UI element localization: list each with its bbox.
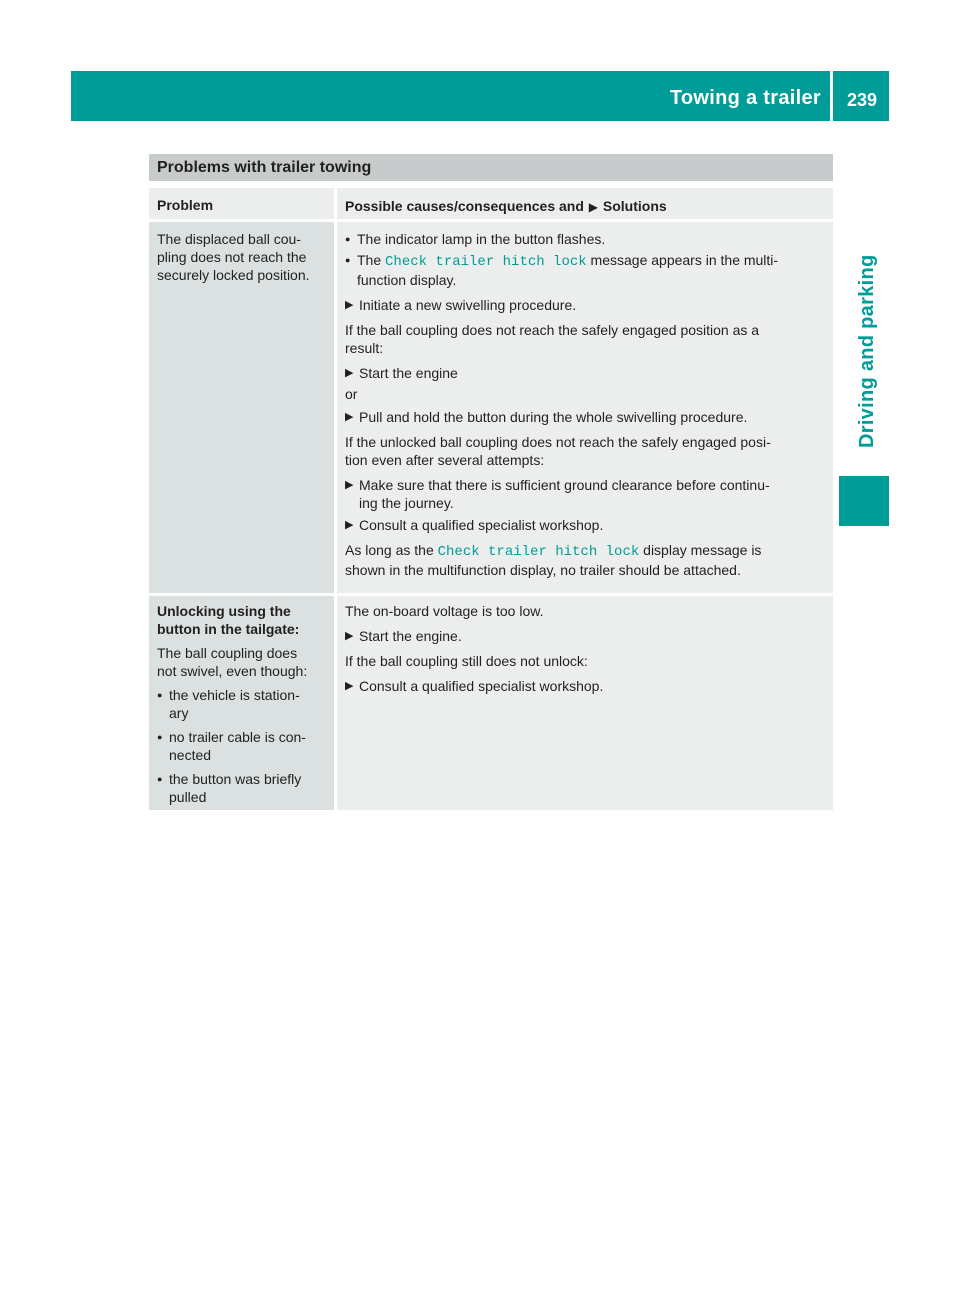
cause-text: message appears in the multi- xyxy=(590,252,779,268)
paragraph-line: tion even after several attempts: xyxy=(345,452,545,468)
paragraph xyxy=(345,321,827,357)
action-line: Make sure that there is sufficient ground clearance before continu- xyxy=(359,477,770,493)
action-step: ▶ Initiate a new swivelling procedure. xyxy=(345,296,827,314)
paragraph-line: If the ball coupling does not reach the safely engaged position as a xyxy=(345,322,760,338)
table-row xyxy=(149,596,833,810)
table-row xyxy=(149,222,833,593)
column-header-solutions-a: Possible causes/consequences and xyxy=(345,198,584,214)
problem-intro xyxy=(157,644,328,680)
header-cell-problem xyxy=(149,188,334,219)
arrow-icon: ▶ xyxy=(588,200,599,214)
column-header-solutions-b: Solutions xyxy=(602,198,667,214)
paragraph-line: If the unlocked ball coupling does not reach the safely engaged posi- xyxy=(345,434,771,450)
action-step: ▶ Start the engine xyxy=(345,364,827,382)
cause-text: The on-board voltage is too low. xyxy=(345,603,544,619)
condition-bullet xyxy=(157,728,328,764)
cause-text: The xyxy=(357,252,382,268)
condition-line: no trailer cable is con- xyxy=(169,729,306,745)
action-line: ing the journey. xyxy=(359,495,454,511)
table-title: Problems with trailer towing xyxy=(157,159,372,176)
problem-text xyxy=(157,230,328,284)
header-cell-solutions xyxy=(337,188,833,219)
cause-bullet: ● The indicator lamp in the button flashes. xyxy=(345,230,827,248)
problem-heading xyxy=(157,602,328,638)
problem-line: securely locked position. xyxy=(157,267,310,283)
cause-text: function display. xyxy=(357,272,457,288)
problem-text xyxy=(157,602,328,806)
condition-bullet xyxy=(157,686,328,722)
heading-line: button in the tailgate: xyxy=(157,621,300,637)
chapter-tab-marker xyxy=(839,476,889,526)
page-number: 239 xyxy=(846,90,878,110)
intro-line: The ball coupling does xyxy=(157,645,298,661)
action-step: ▶ Consult a qualified specialist workshop. xyxy=(345,677,827,695)
paragraph-line: shown in the multifunction display, no trailer should be attached. xyxy=(345,562,741,578)
condition-line: ary xyxy=(169,705,189,721)
cause-bullet xyxy=(345,251,827,289)
action-step xyxy=(345,476,827,512)
solution-cell xyxy=(337,596,833,810)
condition-line: the button was briefly xyxy=(169,771,302,787)
display-message: Check trailer hitch lock xyxy=(437,544,640,560)
paragraph xyxy=(345,541,827,579)
page-header xyxy=(71,71,889,121)
paragraph xyxy=(345,433,827,469)
intro-line: not swivel, even though: xyxy=(157,663,308,679)
or-text: or xyxy=(345,386,358,402)
problem-cell xyxy=(149,596,334,810)
paragraph-line: result: xyxy=(345,340,384,356)
header-divider xyxy=(830,71,833,121)
paragraph-text: As long as the xyxy=(345,542,434,558)
display-message: Check trailer hitch lock xyxy=(385,254,587,270)
heading-line: Unlocking using the xyxy=(157,603,291,619)
section-title: Towing a trailer xyxy=(669,87,821,109)
paragraph-text: display message is xyxy=(643,542,762,558)
table-header-row xyxy=(149,188,833,219)
action-step: ▶ Start the engine. xyxy=(345,627,827,645)
table-title-bar xyxy=(149,154,833,181)
paragraph: If the ball coupling still does not unlock: xyxy=(345,653,588,669)
solution-text xyxy=(345,602,827,695)
column-header-problem: Problem xyxy=(157,197,214,213)
problem-cell xyxy=(149,222,334,593)
action-step: ▶ Consult a qualified specialist workshop. xyxy=(345,516,827,534)
condition-bullet xyxy=(157,770,328,806)
problem-line: The displaced ball cou- xyxy=(157,231,301,247)
solution-text xyxy=(345,230,827,579)
condition-line: nected xyxy=(169,747,212,763)
condition-line: pulled xyxy=(169,789,207,805)
chapter-tab-label: Driving and parking xyxy=(856,254,878,448)
condition-line: the vehicle is station- xyxy=(169,687,300,703)
column-header-solutions xyxy=(345,197,827,216)
solution-cell xyxy=(337,222,833,593)
problem-line: pling does not reach the xyxy=(157,249,307,265)
action-step: ▶ Pull and hold the button during the whole swivelling procedure. xyxy=(345,408,827,426)
